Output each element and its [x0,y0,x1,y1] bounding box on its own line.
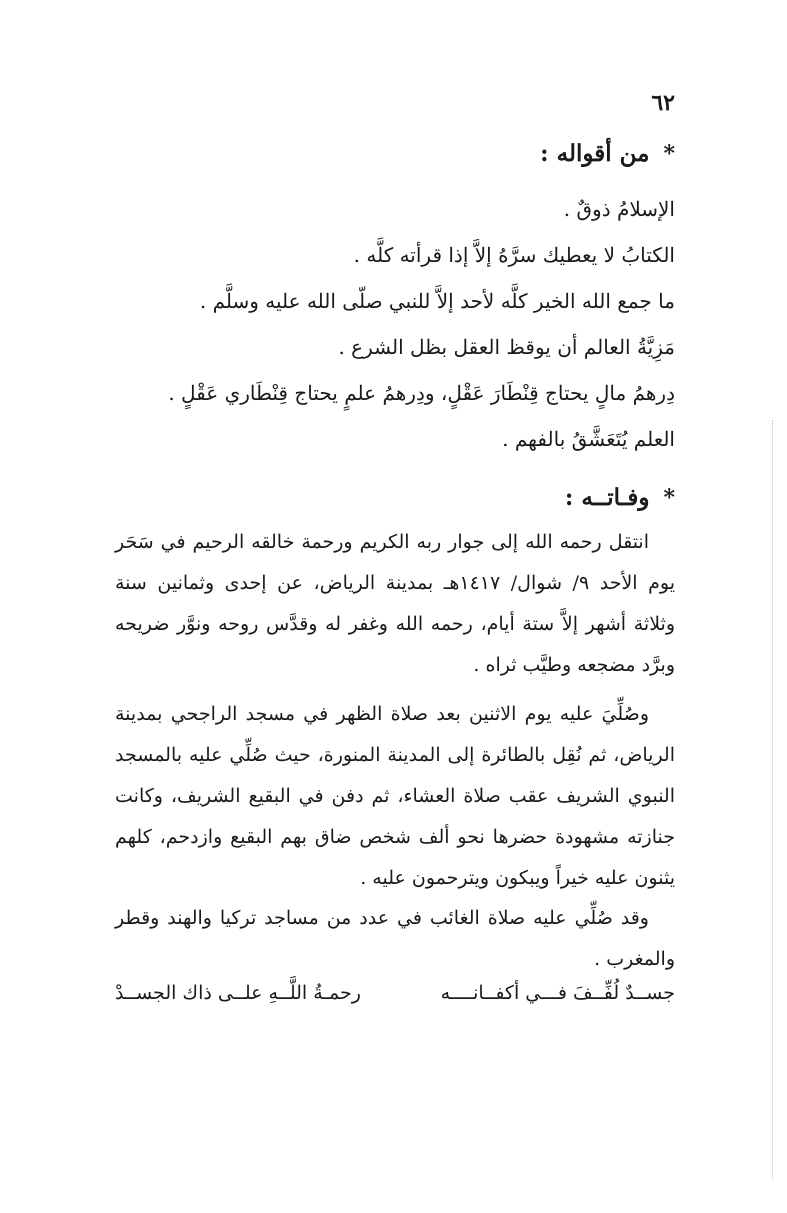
funeral-paragraph: وصُلِّيَ عليه يوم الاثنين بعد صلاة الظهر في مسجد الراجحي بمدينة الرياض، ثم نُقِل بالطائرة إلى المدينة المنورة، حيث صُلِّي عليه بالمسجد النبوي الشريف عقب صلاة العشاء، ثم دفن في البقيع الشريف، وكانت جنازته مشهودة حضرها نحو ألف شخص ضاق بهم البقيع وازدحم، كلهم يثنون عليه خيراً ويبكون ويترحمون عليه . [115,703,675,889]
margin-dotted-rule [772,420,773,1180]
asterisk-bullet: * [663,485,675,511]
asterisk-bullet: * [663,141,675,167]
saying-item: العلم يُتَعَشَّقُ بالفهم . [502,427,675,451]
death-paragraph: انتقل رحمه الله إلى جوار ربه الكريم ورحمة خالقه الرحيم في سَحَر يوم الأحد ٩/ شوال/ ١٤١٧هـ بمدينة الرياض، عن إحدى وثمانين سنة وثلاثة أشهر إلاَّ ستة أيام، رحمه الله وغفر له وقدَّس روحه ونوَّر ضريحه وبرَّد مضجعه وطيَّب ثراه . [115,531,675,676]
death-heading [565,484,675,511]
death-title: وفـاتــه : [564,484,650,511]
poetry-verse [115,982,675,1004]
sayings-title: من أقواله : [540,140,650,167]
saying-item: ما جمع الله الخير كلَّه لأحد إلاَّ للنبي صلّى الله عليه وسلَّم . [199,289,675,313]
saying-item: مَزِيَّةُ العالم أن يوقظ العقل بظل الشرع . [338,335,675,359]
sayings-list [115,186,675,462]
sayings-heading [540,140,675,167]
saying-item: دِرهمُ مالٍ يحتاج قِنْطَارَ عَقْلٍ، ودِرهمُ علمٍ يحتاج قِنْطَاري عَقْلٍ . [168,381,675,405]
verse-first-hemistich: جســدٌ لُفِّــفَ فـــي أكفــانــــه [440,982,675,1004]
verse-second-hemistich: رحمـةُ اللَّــهِ علــى ذاك الجســدْ [115,982,361,1004]
page-number: ٦٢ [651,90,675,116]
saying-item: الكتابُ لا يعطيك سرَّهُ إلاَّ إذا قرأته كلَّه . [353,243,675,267]
absentee-prayer-paragraph: وقد صُلِّي عليه صلاة الغائب في عدد من مساجد تركيا والهند وقطر والمغرب . [115,907,675,970]
saying-item: الإسلامُ ذوقٌ . [563,197,675,221]
